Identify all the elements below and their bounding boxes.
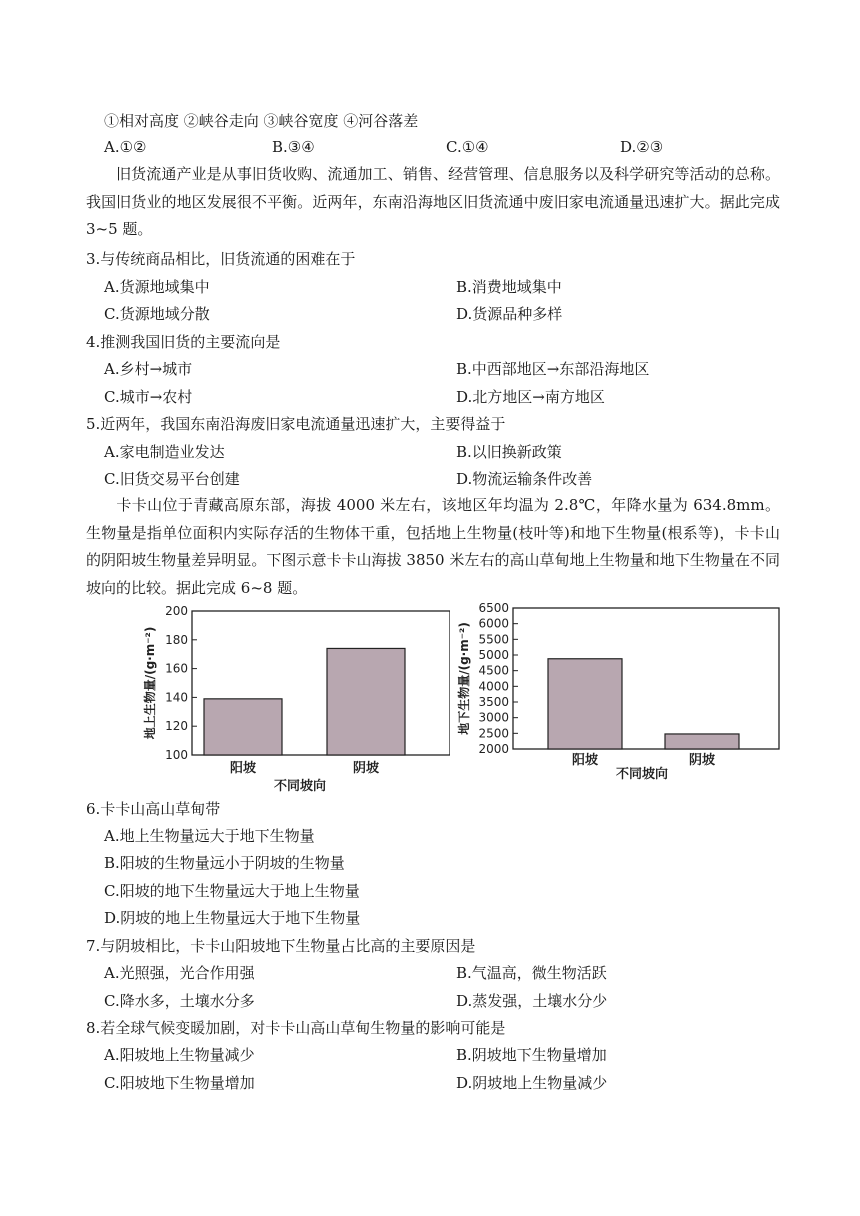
y-tick-label: 160 — [165, 661, 188, 676]
bar-阳坡 — [204, 699, 282, 755]
q8-option-b: B.阴坡地下生物量增加 — [456, 1046, 607, 1064]
q4-option-a: A.乡村→城市 — [104, 360, 193, 378]
q2-option-b: B.③④ — [272, 138, 315, 156]
q7-option-d: D.蒸发强，土壤水分少 — [456, 992, 608, 1010]
x-category-label: 阳坡 — [571, 753, 599, 768]
y-tick-label: 100 — [165, 748, 188, 762]
q7-stem: 7.与阴坡相比，卡卡山阳坡地下生物量占比高的主要原因是 — [86, 937, 476, 955]
y-tick-label: 5500 — [478, 632, 509, 647]
y-tick-label: 6000 — [478, 616, 509, 631]
q3-stem: 3.与传统商品相比，旧货流通的困难在于 — [86, 250, 356, 268]
q3-option-b: B.消费地域集中 — [456, 278, 562, 296]
q5-option-b: B.以旧换新政策 — [456, 443, 562, 461]
q3-option-c: C.货源地域分散 — [104, 305, 210, 323]
q6-option-c: C.阳坡的地下生物量远大于地上生物量 — [104, 882, 360, 900]
q6-option-b: B.阳坡的生物量远小于阴坡的生物量 — [104, 854, 345, 872]
q2-option-c: C.①④ — [446, 138, 489, 156]
y-tick-label: 5000 — [478, 648, 509, 662]
belowground-biomass-chart — [452, 600, 782, 800]
q2-option-a: A.①② — [104, 138, 147, 156]
q4-option-d: D.北方地区→南方地区 — [456, 388, 605, 406]
q7-option-a: A.光照强，光合作用强 — [104, 964, 255, 982]
y-tick-label: 200 — [165, 604, 188, 618]
y-tick-label: 3500 — [478, 695, 509, 709]
q4-option-c: C.城市→农村 — [104, 388, 193, 406]
y-tick-label: 2500 — [478, 726, 509, 741]
y-tick-label: 3000 — [478, 710, 509, 725]
y-tick-label: 4500 — [478, 663, 509, 678]
q3-option-a: A.货源地域集中 — [104, 278, 210, 296]
bar-阴坡 — [327, 648, 405, 755]
q5-option-d: D.物流运输条件改善 — [456, 470, 593, 488]
q2-items: ①相对高度 ②峡谷走向 ③峡谷宽度 ④河谷落差 — [104, 112, 419, 130]
y-tick-label: 140 — [165, 690, 188, 705]
q8-stem: 8.若全球气候变暖加剧，对卡卡山高山草甸生物量的影响可能是 — [86, 1019, 506, 1037]
x-category-label: 阴坡 — [352, 761, 380, 776]
q4-stem: 4.推测我国旧货的主要流向是 — [86, 333, 281, 351]
x-category-label: 阴坡 — [688, 753, 716, 768]
q7-option-b: B.气温高，微生物活跃 — [456, 964, 607, 982]
q7-option-c: C.降水多，土壤水分多 — [104, 992, 255, 1010]
q2-option-d: D.②③ — [620, 138, 664, 156]
y-tick-label: 120 — [165, 719, 188, 734]
passage-1: 旧货流通产业是从事旧货收购、流通加工、销售、经营管理、信息服务以及科学研究等活动的总称。我国旧货业的地区发展很不平衡。近两年，东南沿海地区旧货流通中废旧家电流通量迅速扩大。据此完成 3~5 题。 — [86, 165, 780, 238]
x-axis-label: 不同坡向 — [615, 767, 669, 782]
x-category-label: 阳坡 — [229, 761, 257, 776]
x-axis-label: 不同坡向 — [273, 779, 327, 794]
y-tick-label: 4000 — [478, 679, 509, 694]
y-tick-label: 6500 — [478, 601, 509, 615]
q5-stem: 5.近两年，我国东南沿海废旧家电流通量迅速扩大，主要得益于 — [86, 415, 506, 433]
q8-option-d: D.阴坡地上生物量减少 — [456, 1074, 608, 1092]
q4-option-b: B.中西部地区→东部沿海地区 — [456, 360, 650, 378]
passage-2: 卡卡山位于青藏高原东部，海拔 4000 米左右，该地区年均温为 2.8℃，年降水量为 634.8mm。生物量是指单位面积内实际存活的生物体干重，包括地上生物量(枝叶等)和地下生物量(根系等)，卡卡山的阴阳坡生物量差异明显。下图示意卡卡山海拔 3850 米左右的高山草甸地上生物量和地下生物量在不同坡向的比较。据此完成 6~8 题。 — [86, 496, 780, 597]
q3-option-d: D.货源品种多样 — [456, 305, 563, 323]
y-axis-label: 地下生物量/(g·m⁻²) — [457, 622, 471, 735]
bar-阳坡 — [548, 659, 622, 749]
q5-option-a: A.家电制造业发达 — [104, 443, 225, 461]
y-tick-label: 2000 — [478, 742, 509, 756]
bar-阴坡 — [665, 734, 739, 749]
q8-option-c: C.阳坡地下生物量增加 — [104, 1074, 255, 1092]
q6-option-d: D.阴坡的地上生物量远大于地下生物量 — [104, 909, 361, 927]
q6-stem: 6.卡卡山高山草甸带 — [86, 800, 221, 818]
y-tick-label: 180 — [165, 632, 188, 647]
y-axis-label: 地上生物量/(g·m⁻²) — [143, 626, 157, 740]
q8-option-a: A.阳坡地上生物量减少 — [104, 1046, 255, 1064]
q6-option-a: A.地上生物量远大于地下生物量 — [104, 827, 315, 845]
q5-option-c: C.旧货交易平台创建 — [104, 470, 240, 488]
aboveground-biomass-chart — [140, 600, 450, 800]
